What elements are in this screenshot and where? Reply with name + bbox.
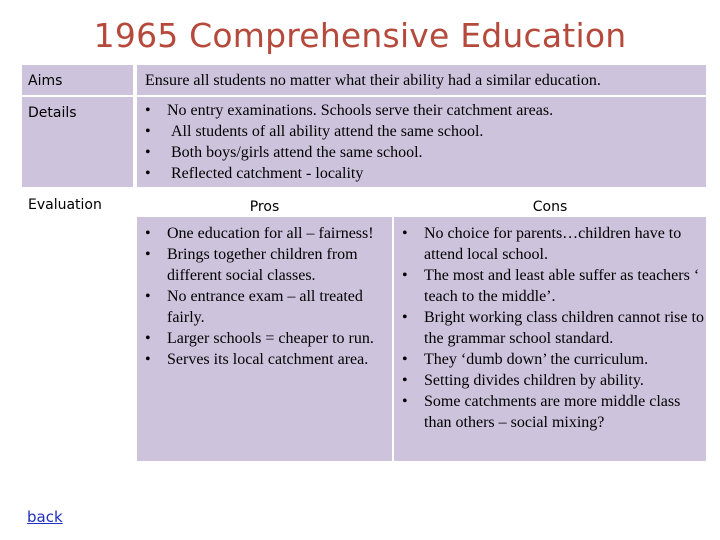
pros-item: • Larger schools = cheaper to run. (145, 330, 374, 347)
cons-item: • Bright working class children cannot rise to the grammar school standard. (402, 309, 704, 347)
details-label: Details (28, 105, 77, 121)
pros-item: • One education for all – fairness! (145, 225, 374, 242)
pros-content-cell (137, 217, 392, 461)
pros-item: • Brings together children from different social classes. (145, 246, 358, 284)
cons-content-cell (394, 217, 706, 461)
aims-text: Ensure all students no matter what their ability had a similar education. (145, 72, 601, 89)
evaluation-label-cell (22, 189, 133, 461)
pros-list (141, 223, 392, 370)
page-title: 1965 Comprehensive Education (93, 16, 627, 55)
cons-item: • Some catchments are more middle class than others – social mixing? (402, 393, 681, 431)
pros-header-cell (137, 189, 392, 215)
details-label-cell (22, 97, 133, 187)
pros-item: • No entrance exam – all treated fairly. (145, 288, 363, 326)
cons-item: • They ‘dumb down’ the curriculum. (402, 351, 649, 368)
details-item: • All students of all ability attend the same school. (145, 123, 484, 140)
details-list (141, 100, 706, 184)
aims-label: Aims (28, 73, 63, 89)
pros-header: Pros (249, 199, 280, 215)
details-item: • Both boys/girls attend the same school. (145, 144, 423, 161)
details-item: • No entry examinations. Schools serve their catchment areas. (145, 102, 554, 119)
cons-header-cell (394, 189, 706, 215)
aims-label-cell (22, 65, 133, 95)
back-link[interactable]: back (27, 508, 63, 526)
cons-header: Cons (532, 199, 568, 215)
cons-item: • Setting divides children by ability. (402, 372, 644, 389)
details-content-cell (137, 97, 706, 187)
pros-item: • Serves its local catchment area. (145, 351, 369, 368)
cons-list (398, 223, 706, 433)
cons-item: • The most and least able suffer as teachers ‘ teach to the middle’. (402, 267, 700, 305)
evaluation-label: Evaluation (28, 197, 102, 213)
aims-content-cell (137, 65, 706, 95)
cons-item: • No choice for parents…children have to attend local school. (402, 225, 682, 263)
details-item: • Reflected catchment - locality (145, 165, 364, 182)
